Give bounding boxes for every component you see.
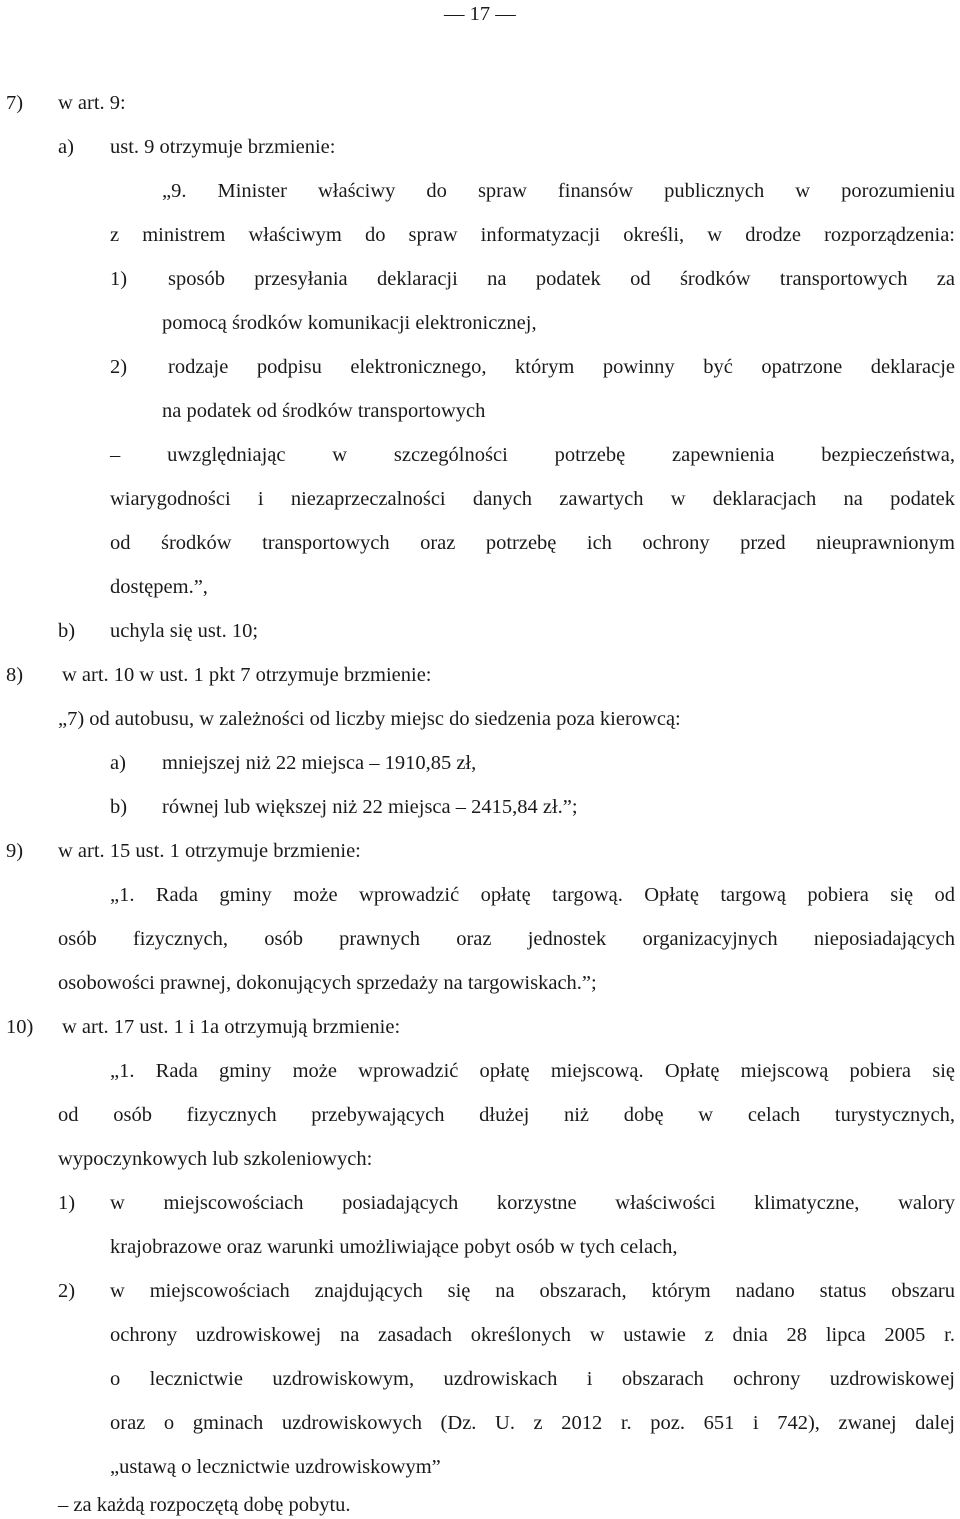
- text-line: osobowości prawnej, dokonujących sprzedaży na targowiskach.”;: [58, 972, 597, 994]
- text-line: o lecznictwie uzdrowiskowym, uzdrowiskach i obszarach ochrony uzdrowiskowej: [110, 1368, 955, 1390]
- item-number: 9): [6, 840, 24, 862]
- item-text: sposób przesyłania deklaracji na podatek od środków transportowych za: [168, 268, 955, 290]
- item-number: b): [110, 796, 128, 818]
- text-line: osób fizycznych, osób prawnych oraz jednostek organizacyjnych nieposiadających: [58, 928, 955, 950]
- item-text: rodzaje podpisu elektronicznego, którym powinny być opatrzone deklaracje: [168, 356, 955, 378]
- item-number: a): [58, 136, 74, 158]
- item-text: w miejscowościach znajdujących się na obszarach, którym nadano status obszaru: [110, 1280, 955, 1302]
- item-number: a): [110, 752, 126, 774]
- text-line: „1. Rada gminy może wprowadzić opłatę targową. Opłatę targową pobiera się od: [110, 884, 955, 906]
- item-number: 1): [58, 1192, 76, 1214]
- text-line: od środków transportowych oraz potrzebę ich ochrony przed nieuprawnionym: [110, 532, 955, 554]
- text-line: ochrony uzdrowiskowej na zasadach określonych w ustawie z dnia 28 lipca 2005 r.: [110, 1324, 955, 1346]
- item-number: 1): [110, 268, 128, 290]
- item-number: 2): [58, 1280, 76, 1302]
- text-line: „9. Minister właściwy do spraw finansów publicznych w porozumieniu: [162, 180, 955, 202]
- text-line: „ustawą o lecznictwie uzdrowiskowym”: [110, 1456, 441, 1478]
- item-number: 2): [110, 356, 128, 378]
- text-line: pomocą środków komunikacji elektronicznej,: [162, 312, 537, 334]
- item-text: w miejscowościach posiadających korzystne właściwości klimatyczne, walory: [110, 1192, 955, 1214]
- text-line: oraz o gminach uzdrowiskowych (Dz. U. z 2012 r. poz. 651 i 742), zwanej dalej: [110, 1412, 955, 1434]
- text-line: wiarygodności i niezaprzeczalności danych zawartych w deklaracjach na podatek: [110, 488, 955, 510]
- text-line: z ministrem właściwym do spraw informatyzacji określi, w drodze rozporządzenia:: [110, 224, 955, 246]
- item-text: mniejszej niż 22 miejsca – 1910,85 zł,: [162, 752, 477, 774]
- text-line: „7) od autobusu, w zależności od liczby miejsc do siedzenia poza kierowcą:: [58, 708, 681, 730]
- item-number: b): [58, 620, 76, 642]
- text-line: od osób fizycznych przebywających dłużej niż dobę w celach turystycznych,: [58, 1104, 955, 1126]
- item-text: równej lub większej niż 22 miejsca – 2415,84 zł.”;: [162, 796, 578, 818]
- text-line: na podatek od środków transportowych: [162, 400, 486, 422]
- page-number: — 17 —: [444, 3, 516, 25]
- text-line: – uwzględniając w szczególności potrzebę zapewnienia bezpieczeństwa,: [110, 444, 955, 466]
- item-text: w art. 9:: [58, 92, 126, 114]
- item-text: w art. 15 ust. 1 otrzymuje brzmienie:: [58, 840, 361, 862]
- text-line: – za każdą rozpoczętą dobę pobytu.: [58, 1494, 351, 1516]
- item-text: w art. 10 w ust. 1 pkt 7 otrzymuje brzmienie:: [62, 664, 432, 686]
- item-text: ust. 9 otrzymuje brzmienie:: [110, 136, 336, 158]
- text-line: wypoczynkowych lub szkoleniowych:: [58, 1148, 373, 1170]
- text-line: dostępem.”,: [110, 576, 208, 598]
- item-number: 7): [6, 92, 24, 114]
- text-line: „1. Rada gminy może wprowadzić opłatę miejscową. Opłatę miejscową pobiera się: [110, 1060, 955, 1082]
- text-line: krajobrazowe oraz warunki umożliwiające pobyt osób w tych celach,: [110, 1236, 678, 1258]
- item-number: 8): [6, 664, 24, 686]
- item-number: 10): [6, 1016, 34, 1038]
- item-text: uchyla się ust. 10;: [110, 620, 259, 642]
- item-text: w art. 17 ust. 1 i 1a otrzymują brzmienie:: [62, 1016, 401, 1038]
